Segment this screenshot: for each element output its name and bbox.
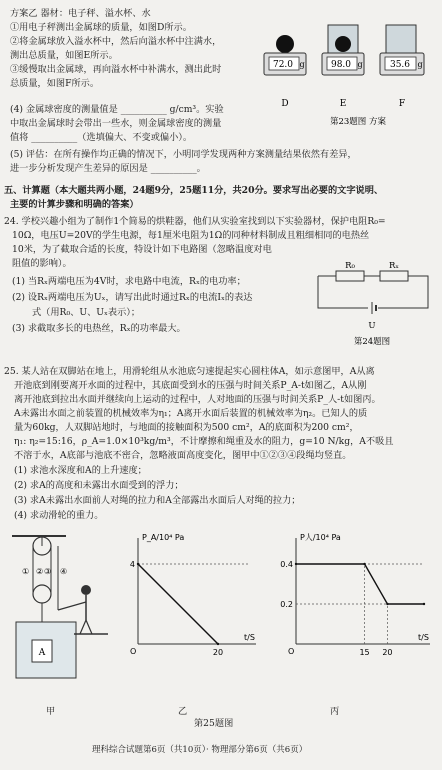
text-line: ②将金属球放入溢水杯中，然后向溢水杯中注满水， xyxy=(10,36,222,47)
text-line: (2) 设Rₓ两端电压为Uₓ，请写出此时通过Rₓ的电流Iₓ的表达 xyxy=(12,292,253,303)
text-line: 式（用R₀、U、Uₓ表示）； xyxy=(32,307,141,318)
figure-24 xyxy=(312,258,434,350)
movable-pulley xyxy=(33,585,51,603)
svg-text:g: g xyxy=(299,60,305,69)
text-line: η₁: η₂=15:16，ρ_A=1.0×10³kg/m³，不计摩擦和绳重及水的阻力，g=10 N/kg，A不吸且 xyxy=(14,436,394,447)
figure-23-caption: 第23题图 方案 xyxy=(329,117,387,127)
overflow-cup-f xyxy=(386,25,416,53)
text-line: 不溶于水，A底部与池底不密合，忽略液面高度变化，图甲中①②③④段绳均竖直。 xyxy=(14,450,352,461)
data-point xyxy=(363,563,365,565)
mark-4: ④ xyxy=(60,567,68,576)
y-axis-label: P_A/10⁴ Pa xyxy=(142,533,185,542)
text-line: ①用电子秤测出金属球的质量，如图D所示。 xyxy=(10,22,192,33)
text-line: A未露出水面之前装置的机械效率为η₁；A离开水面后装置的机械效率为η₂。已知人的质 xyxy=(14,408,368,419)
origin-label: O xyxy=(130,647,137,656)
x-axis-label: t/S xyxy=(418,633,429,642)
text-line: 方案乙 器材：电子秤、溢水杯、水 xyxy=(10,8,151,19)
data-point xyxy=(295,563,297,565)
resistor-rx xyxy=(380,271,408,281)
text-line: (1) 求池水深度和A的上升速度； xyxy=(14,465,147,476)
x-tick-label: 20 xyxy=(212,648,224,657)
metal-ball-e xyxy=(335,36,351,52)
text-line: (1) 当Rₓ两端电压为4V时，求电路中电流，Rₓ的电功率； xyxy=(12,276,246,287)
label-u: U xyxy=(368,321,376,331)
mark-1: ① xyxy=(22,567,30,576)
text-line: 值将 __________（选填偏大、不变或偏小）。 xyxy=(10,132,193,143)
resistor-r0 xyxy=(336,271,364,281)
page-footer: 理科综合试题第6页（共10页）· 物理部分第6页（共6页） xyxy=(92,745,308,755)
origin-label: O xyxy=(288,647,295,656)
figure-23 xyxy=(258,20,438,130)
svg-text:A: A xyxy=(38,648,46,658)
label-rx: Rₓ xyxy=(388,261,400,271)
label-d: D xyxy=(281,99,289,109)
chart-yi xyxy=(112,530,262,670)
figure-25-jia xyxy=(8,530,112,690)
svg-text:g: g xyxy=(357,60,363,69)
text-line: 测出总质量，如图E所示。 xyxy=(10,50,118,61)
text-line: (4) 求动滑轮的重力。 xyxy=(14,510,104,521)
series-line xyxy=(296,564,424,604)
text-line: 开池底到刚要离开水面的过程中，其底面受到水的压强与时间关系P_A-t如图乙，A从刚 xyxy=(14,380,367,391)
series-line xyxy=(138,564,218,644)
mark-3: ③ xyxy=(44,567,52,576)
label-f: F xyxy=(398,99,406,109)
scale-e-reading: 98.0 xyxy=(330,60,352,70)
x-tick-label: 15 xyxy=(359,648,370,657)
figure-24-caption: 第24题图 xyxy=(353,337,391,347)
data-point xyxy=(217,643,219,645)
mark-2: ② xyxy=(36,567,44,576)
x-axis-label: t/S xyxy=(244,633,255,642)
x-tick-label: 20 xyxy=(382,648,393,657)
fig-jia-label: 甲 xyxy=(46,706,56,717)
text-line: (5) 评估：在所有操作均正确的情况下，小明同学发现两种方案测量结果依然有差异， xyxy=(10,149,357,160)
y-tick-label: 4 xyxy=(129,560,135,569)
y-tick-label: 0.2 xyxy=(280,600,293,609)
text-line: 24. 学校兴趣小组为了制作1个简易的烘鞋器，他们从实验室找到以下实验器材，保护电阻R₀= xyxy=(4,216,386,227)
text-line: 离开池底到拉出水面并继续向上运动的过程中，人对地面的压强与时间关系P_人-t如图丙。 xyxy=(14,394,381,405)
text-line: 10米，为了截取合适的长度，特设计如下电路图（忽略温度对电 xyxy=(12,244,272,255)
y-tick-label: 0.4 xyxy=(280,560,293,569)
text-line: 五、计算题（本大题共两小题，24题9分，25题11分，共20分。要求写出必要的文字说明、 xyxy=(4,185,384,196)
data-point xyxy=(137,563,139,565)
svg-text:g: g xyxy=(417,60,423,69)
text-line: (3) 求截取多长的电热丝，Rₓ的功率最大。 xyxy=(12,323,186,334)
text-line: (3) 求A未露出水面前人对绳的拉力和A全部露出水面后人对绳的拉力； xyxy=(14,495,301,506)
y-axis-label: P人/10⁴ Pa xyxy=(300,533,341,542)
text-line: 总质量，如图F所示。 xyxy=(10,78,100,89)
label-e: E xyxy=(339,99,347,109)
chart-bing xyxy=(270,530,436,670)
text-line: 进一步分析发现产生差异的原因是 __________。 xyxy=(10,163,206,174)
person-head xyxy=(81,585,91,595)
text-line: 25. 某人站在双脚站在地上，用滑轮组从水池底匀速提起实心圆柱体A，如示意图甲，A从离 xyxy=(4,366,375,377)
label-r0: R₀ xyxy=(345,261,355,271)
data-point xyxy=(386,603,388,605)
fig-yi-label: 乙 xyxy=(178,706,188,717)
text-line: 10Ω，电压U=20V的学生电源，每1厘米电阻为1Ω的同种材料制成且粗细相同的电热丝 xyxy=(12,230,370,241)
text-line: ③缓慢取出金属球，再向溢水杯中补满水，测出此时 xyxy=(10,64,222,75)
text-line: 阻值的影响）。 xyxy=(12,258,72,269)
data-point xyxy=(423,603,425,605)
text-line: 主要的计算步骤和明确的答案） xyxy=(10,199,139,210)
figure-25-caption: 第25题图 xyxy=(194,718,234,729)
text-line: (4) 金属球密度的测量值是 __________ g/cm³。实验 xyxy=(10,104,224,115)
text-line: 量为60kg，人双脚站地时，与地面的接触面积为500 cm²，A的底面积为200 cm²， xyxy=(14,422,359,433)
scale-d-reading: 72.0 xyxy=(272,60,294,70)
metal-ball-d xyxy=(276,35,294,53)
text-line: 中取出金属球时会带出一些水，则金属球密度的测量 xyxy=(10,118,222,129)
text-line: (2) 求A的高度和未露出水面受到的浮力； xyxy=(14,480,184,491)
scale-f-reading: 35.6 xyxy=(389,60,411,70)
fig-bing-label: 丙 xyxy=(330,706,340,717)
